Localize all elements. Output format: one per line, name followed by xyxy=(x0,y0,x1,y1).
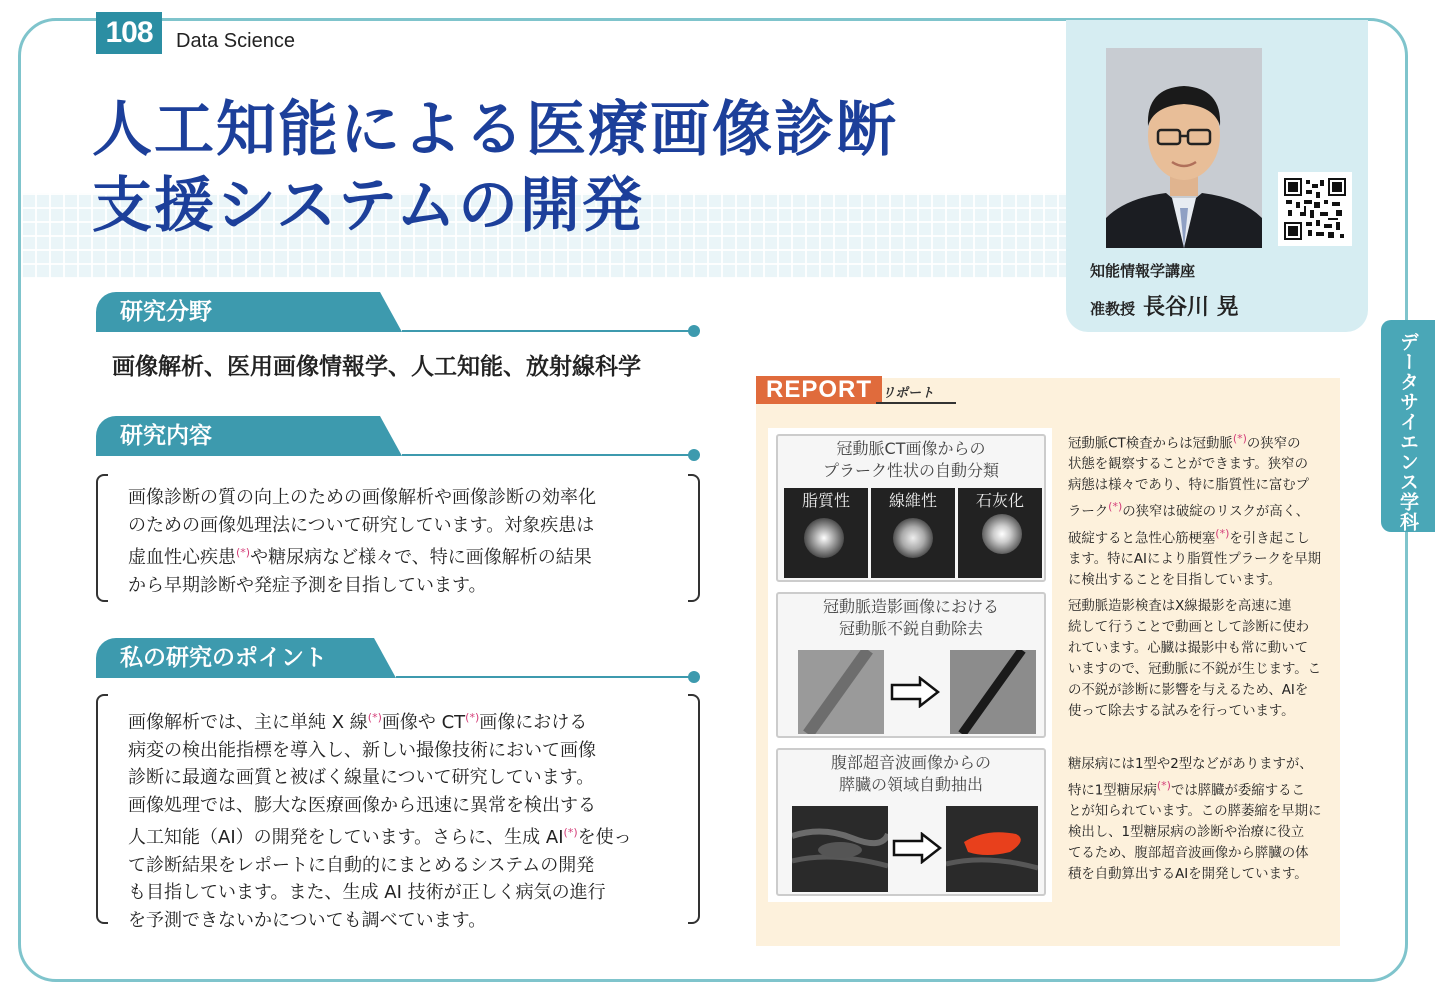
research-content-box xyxy=(96,474,700,602)
title-line-2: 支援システムの開発 xyxy=(92,171,644,241)
research-points-box xyxy=(96,694,700,931)
section-rule xyxy=(396,676,692,678)
page-number: 108 xyxy=(96,12,162,54)
figure-plaque-classification xyxy=(776,434,1046,582)
figure-title: 冠動脈CT画像からの xyxy=(836,439,986,458)
section-rule-dot xyxy=(688,325,700,337)
figure-subtitle: 膵臓の領域自動抽出 xyxy=(838,775,983,794)
glossary-asterisk[interactable]: (*) xyxy=(1156,779,1171,792)
section-rule-dot xyxy=(688,449,700,461)
section-heading-points: 私の研究のポイント xyxy=(96,638,374,678)
glossary-asterisk[interactable]: (*) xyxy=(236,546,251,559)
figure-pancreas-extraction xyxy=(776,748,1046,896)
ct-image-lipid: 脂質性 xyxy=(784,488,868,578)
angiography-after-image xyxy=(950,650,1036,734)
report-sublabel: リポート xyxy=(882,386,935,401)
arrow-right-icon xyxy=(890,676,940,708)
report-rule xyxy=(876,402,956,404)
figure-subtitle: 冠動脈不鋭自動除去 xyxy=(838,619,983,638)
report-label: REPORT xyxy=(756,376,882,404)
report-paragraph-2: 冠動脈造影検査はX線撮影を高速に連 続して行うことで動画として診断に使わ れています。心臓は撮影中も常に動いて いますので、冠動脈に不鋭が生じます。こ の不鋭が診断に影響を与えるため、AIを 使って除去する試みを行っています。 xyxy=(1068,599,1322,719)
figure-title: 冠動脈造影画像における xyxy=(822,597,999,616)
professor-line xyxy=(1090,290,1239,321)
report-paragraph-3: 糖尿病には1型や2型などがありますが、 特に1型糖尿病(*)では膵臓が委縮するこ とが知られています。この膵萎縮を早期に 検出し、1型糖尿病の診断や治療に役立 てるため、腹部超音波画像から膵臓の体 積を自動算出するAIを開発しています。 xyxy=(1068,757,1322,883)
ct-image-calcified: 石灰化 xyxy=(958,488,1042,578)
category-label: Data Science xyxy=(176,30,295,52)
glossary-asterisk[interactable]: (*) xyxy=(1215,526,1230,540)
title-line-1: 人工知能による医療画像診断 xyxy=(92,95,898,165)
figure-title: 腹部超音波画像からの xyxy=(830,753,991,772)
professor-photo xyxy=(1106,48,1262,248)
report-figure xyxy=(768,428,1052,902)
glossary-asterisk[interactable]: (*) xyxy=(1108,500,1123,514)
ct-image-fibrous: 線維性 xyxy=(871,488,955,578)
arrow-right-icon xyxy=(892,832,942,864)
glossary-asterisk[interactable]: (*) xyxy=(1232,432,1247,445)
profile-card xyxy=(1066,20,1368,332)
glossary-asterisk[interactable]: (*) xyxy=(465,711,480,724)
research-content-text: 画像診断の質の向上のための画像解析や画像診断の効率化 のための画像処理法について研究しています。対象疾患は 虚血性心疾患(*)や糖尿病など様々で、特に画像解析の結果 から早期診断や発症予測を目指しています。 xyxy=(128,487,596,596)
qr-code[interactable] xyxy=(1278,172,1352,246)
section-header-content xyxy=(96,416,706,456)
research-field-text: 画像解析、医用画像情報学、人工知能、放射線科学 xyxy=(112,354,641,380)
department-side-tab[interactable]: データサイエンス学科 xyxy=(1381,320,1435,532)
report-paragraph-1: 冠動脈CT検査からは冠動脈(*)の狭窄の 状態を観察することができます。狭窄の 病態は様々であり、特に脂質性に富むプ ラーク(*)の狭窄は破綻のリスクが高く、 破綻すると急性心筋梗塞(*)を引き起こし ます。特にAIにより脂質性プラークを早期 に検出することを目指しています。 xyxy=(1068,432,1322,589)
figure-subtitle: プラーク性状の自動分類 xyxy=(822,461,999,480)
section-header-field xyxy=(96,292,706,332)
research-points-text: 画像解析では、主に単純 X 線(*)画像や CT(*)画像における 病変の検出能指標を導入し、新しい撮像技術において画像 診断に最適な画質と被ばく線量について研究しています。 画像処理では、膨大な医療画像から迅速に異常を検出する 人工知能（AI）の開発をしています。さらに、生成 AI(*)を使っ て診断結果をレポートに自動的にまとめるシステムの開発 も目指しています。また、生成 AI 技術が正しく病気の進行 を予測できないかについても調べています。 xyxy=(128,711,632,931)
ultrasound-before-image xyxy=(792,806,888,892)
professor-position: 准教授 xyxy=(1090,300,1136,318)
section-heading-content: 研究内容 xyxy=(96,416,380,456)
section-header-points xyxy=(96,638,706,678)
section-rule-dot xyxy=(688,671,700,683)
professor-name: 長谷川 晃 xyxy=(1143,295,1239,320)
glossary-asterisk[interactable]: (*) xyxy=(367,711,382,724)
angiography-before-image xyxy=(798,650,884,734)
page-title xyxy=(92,92,898,244)
lab-name: 知能情報学講座 xyxy=(1090,262,1196,280)
ultrasound-after-image xyxy=(946,806,1038,892)
section-rule xyxy=(402,330,692,332)
glossary-asterisk[interactable]: (*) xyxy=(563,826,578,839)
figure-blur-removal xyxy=(776,592,1046,738)
section-heading-field: 研究分野 xyxy=(96,292,380,332)
section-rule xyxy=(402,454,692,456)
